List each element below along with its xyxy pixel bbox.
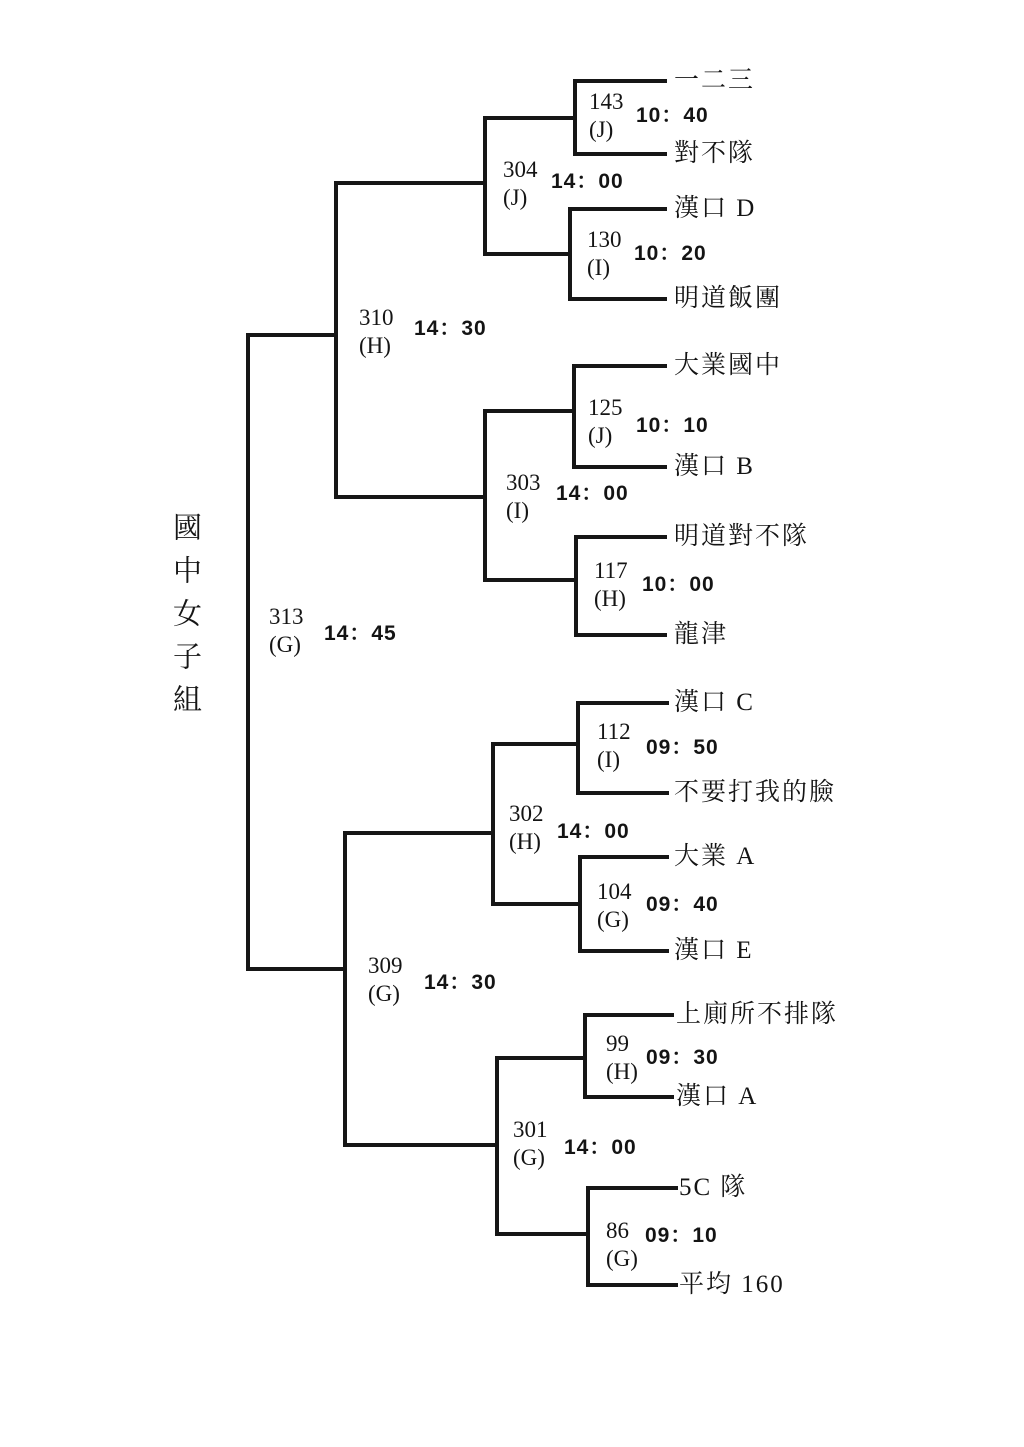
match-86-time: 09：10 xyxy=(645,1224,718,1247)
match-130-time: 10：20 xyxy=(634,242,707,265)
match-117-time: 10：00 xyxy=(642,573,715,596)
match-117-bottom-team: 龍津 xyxy=(674,621,729,648)
match-125-label xyxy=(588,394,623,450)
match-125-time: 10：10 xyxy=(636,414,709,437)
match-104-time: 09：40 xyxy=(646,893,719,916)
match-99-bottom-team: 漢口 A xyxy=(676,1083,759,1110)
match-130-bottom-team: 明道飯團 xyxy=(674,285,783,312)
match-309-court: (G) xyxy=(368,981,400,1006)
match-309-label xyxy=(368,952,403,1008)
match-104-label xyxy=(597,878,632,934)
match-104-number: 104 xyxy=(597,879,632,904)
match-303-label xyxy=(506,469,541,525)
match-125-bottom-team: 漢口 B xyxy=(674,453,755,480)
match-130-label xyxy=(587,226,622,282)
match-143-label xyxy=(589,88,624,144)
match-86-top-team: 5C 隊 xyxy=(679,1174,748,1201)
match-313-time: 14：45 xyxy=(324,622,397,645)
match-104-court: (G) xyxy=(597,907,629,932)
match-313-label xyxy=(269,603,304,659)
match-302-court: (H) xyxy=(509,829,541,854)
match-143-bottom-team: 對不隊 xyxy=(674,140,756,167)
match-117-number: 117 xyxy=(594,558,628,583)
match-143-court: (J) xyxy=(589,117,614,142)
match-125-court: (J) xyxy=(588,423,613,448)
match-104-top-team: 大業 A xyxy=(674,843,757,870)
match-112-time: 09：50 xyxy=(646,736,719,759)
match-99-court: (H) xyxy=(606,1059,638,1084)
match-143-number: 143 xyxy=(589,89,624,114)
match-304-label xyxy=(503,156,538,212)
match-86-label xyxy=(606,1217,638,1273)
match-86-court: (G) xyxy=(606,1246,638,1271)
match-117-label xyxy=(594,557,628,613)
match-301-time: 14：00 xyxy=(564,1136,637,1159)
match-303-time: 14：00 xyxy=(556,482,629,505)
match-143-top-team: 一二三 xyxy=(674,67,756,94)
match-112-bottom-team: 不要打我的臉 xyxy=(674,779,837,806)
match-130-court: (I) xyxy=(587,255,610,280)
match-112-top-team: 漢口 C xyxy=(674,689,755,716)
match-302-label xyxy=(509,800,544,856)
match-301-court: (G) xyxy=(513,1145,545,1170)
match-125-number: 125 xyxy=(588,395,623,420)
match-310-time: 14：30 xyxy=(414,317,487,340)
match-303-court: (I) xyxy=(506,498,529,523)
match-99-label xyxy=(606,1030,638,1086)
match-112-court: (I) xyxy=(597,747,620,772)
match-99-top-team: 上廁所不排隊 xyxy=(676,1001,839,1028)
match-130-number: 130 xyxy=(587,227,622,252)
match-304-court: (J) xyxy=(503,185,528,210)
group-title: 國中女子組 xyxy=(169,512,201,727)
match-86-number: 86 xyxy=(606,1218,629,1243)
match-310-label xyxy=(359,304,394,360)
match-125-top-team: 大業國中 xyxy=(674,352,783,379)
match-117-court: (H) xyxy=(594,586,626,611)
match-130-top-team: 漢口 D xyxy=(674,195,757,222)
match-309-time: 14：30 xyxy=(424,971,497,994)
match-309-number: 309 xyxy=(368,953,403,978)
match-302-time: 14：00 xyxy=(557,820,630,843)
match-99-time: 09：30 xyxy=(646,1046,719,1069)
match-302-number: 302 xyxy=(509,801,544,826)
match-310-court: (H) xyxy=(359,333,391,358)
match-112-number: 112 xyxy=(597,719,631,744)
match-99-number: 99 xyxy=(606,1031,629,1056)
match-86-bottom-team: 平均 160 xyxy=(679,1271,785,1298)
match-117-top-team: 明道對不隊 xyxy=(674,523,810,550)
match-112-label xyxy=(597,718,631,774)
match-143-time: 10：40 xyxy=(636,104,709,127)
match-301-label xyxy=(513,1116,548,1172)
match-104-bottom-team: 漢口 E xyxy=(674,937,754,964)
match-304-number: 304 xyxy=(503,157,538,182)
match-310-number: 310 xyxy=(359,305,394,330)
match-313-number: 313 xyxy=(269,604,304,629)
match-303-number: 303 xyxy=(506,470,541,495)
match-301-number: 301 xyxy=(513,1117,548,1142)
match-304-time: 14：00 xyxy=(551,170,624,193)
match-313-court: (G) xyxy=(269,632,301,657)
